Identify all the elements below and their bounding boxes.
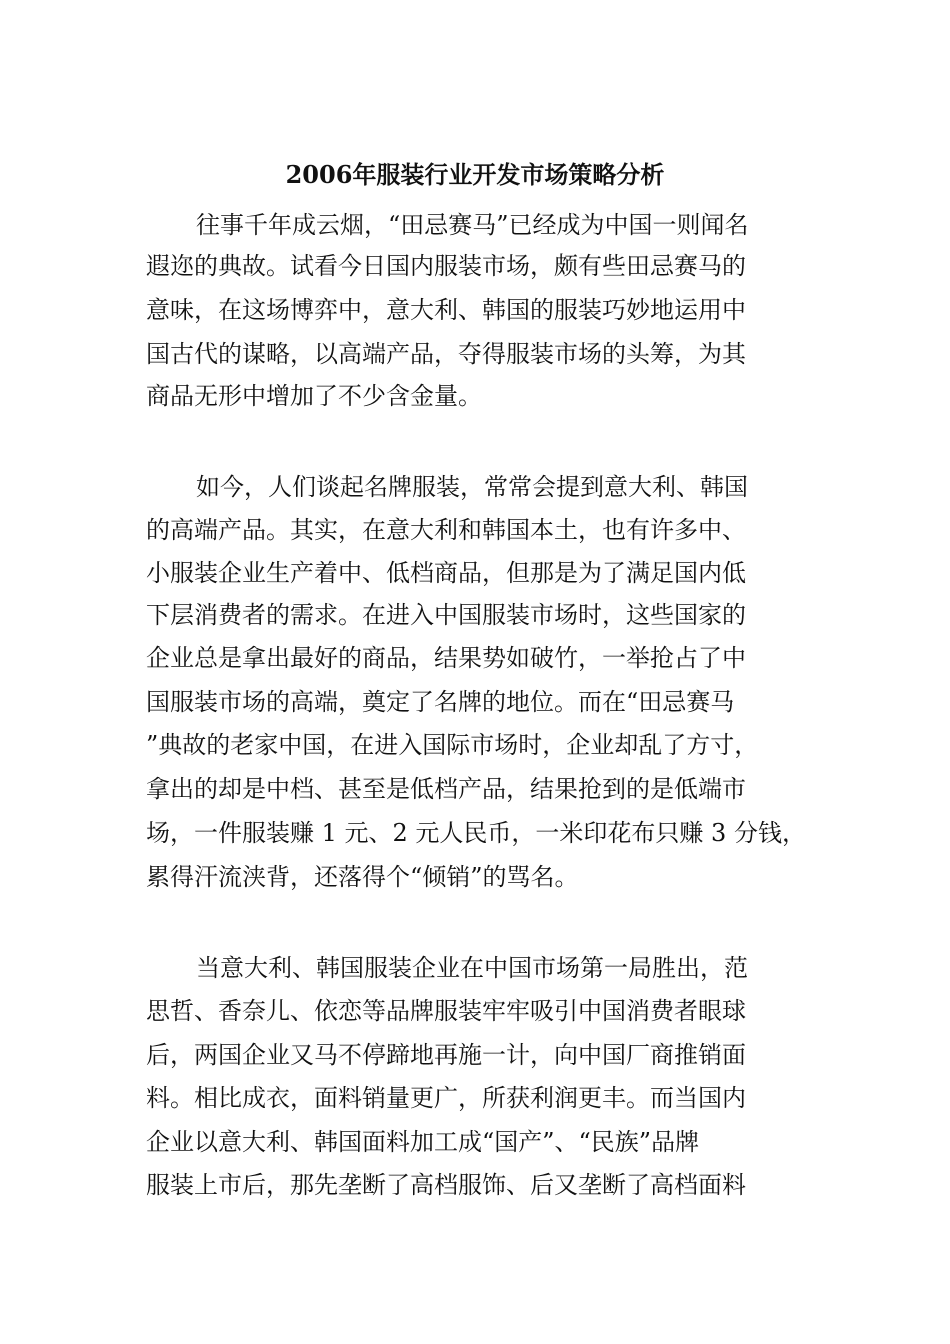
paragraph-2-line-3: 小服装企业生产着中、低档商品，但那是为了满足国内低 [146, 559, 746, 587]
paragraph-3-line-4: 料。相比成衣，面料销量更广，所获利润更丰。而当国内 [146, 1084, 746, 1112]
paragraph-2-line-1: 如今，人们谈起名牌服装，常常会提到意大利、韩国 [196, 473, 748, 501]
paragraph-2-line-4: 下层消费者的需求。在进入中国服装市场时，这些国家的 [146, 601, 746, 629]
paragraph-1-line-2: 遐迩的典故。试看今日国内服装市场，颇有些田忌赛马的 [146, 252, 746, 280]
paragraph-2-line-8: 拿出的却是中档、甚至是低档产品，结果抢到的是低端市 [146, 775, 746, 803]
paragraph-3-line-5: 企业以意大利、韩国面料加工成“国产”、“民族”品牌 [146, 1128, 700, 1156]
paragraph-2-line-5: 企业总是拿出最好的商品，结果势如破竹，一举抢占了中 [146, 644, 746, 672]
document-title: 2006年服装行业开发市场策略分析 [285, 160, 665, 189]
paragraph-2-line-9: 场，一件服装赚 1 元、2 元人民币，一米印花布只赚 3 分钱， [146, 819, 806, 847]
paragraph-3-line-1: 当意大利、韩国服装企业在中国市场第一局胜出，范 [196, 954, 748, 982]
paragraph-3-line-2: 思哲、香奈儿、依恋等品牌服装牢牢吸引中国消费者眼球 [146, 997, 746, 1025]
paragraph-2-line-7: ”典故的老家中国，在进入国际市场时，企业却乱了方寸， [146, 731, 759, 759]
paragraph-1-line-3: 意味，在这场博弈中，意大利、韩国的服装巧妙地运用中 [146, 296, 746, 324]
paragraph-2-line-10: 累得汗流浃背，还落得个“倾销”的骂名。 [146, 863, 579, 891]
paragraph-1-line-1: 往事千年成云烟，“田忌赛马”已经成为中国一则闻名 [196, 211, 749, 239]
paragraph-1-line-5: 商品无形中增加了不少含金量。 [146, 382, 482, 410]
paragraph-2-line-2: 的高端产品。其实，在意大利和韩国本土，也有许多中、 [146, 516, 746, 544]
paragraph-2-line-6: 国服装市场的高端，奠定了名牌的地位。而在“田忌赛马 [146, 688, 735, 716]
paragraph-3-line-6: 服装上市后，那先垄断了高档服饰、后又垄断了高档面料 [146, 1171, 746, 1199]
paragraph-3-line-3: 后，两国企业又马不停蹄地再施一计，向中国厂商推销面 [146, 1041, 746, 1069]
paragraph-1-line-4: 国古代的谋略，以高端产品，夺得服装市场的头筹，为其 [146, 340, 746, 368]
